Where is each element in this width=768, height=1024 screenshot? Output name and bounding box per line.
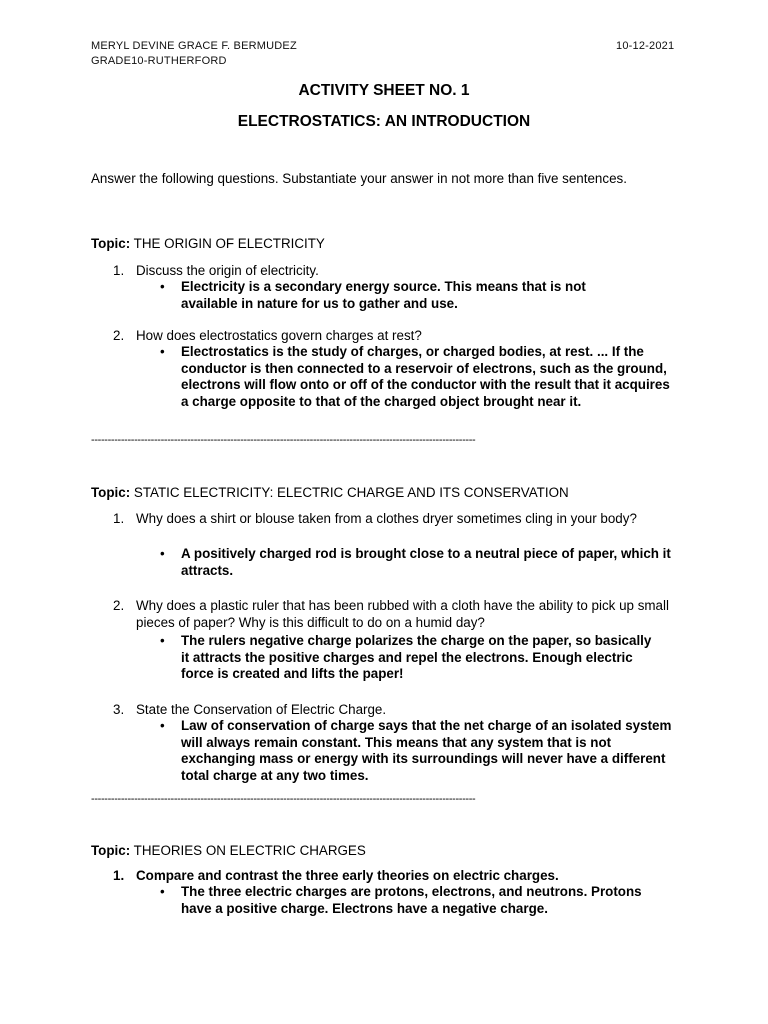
page-subtitle: ELECTROSTATICS: AN INTRODUCTION <box>237 113 531 130</box>
question-text: How does electrostatics govern charges at rest? <box>136 328 422 343</box>
instructions: Answer the following questions. Substantiate your answer in not more than five sentences. <box>91 171 627 186</box>
question-text: Why does a shirt or blouse taken from a clothes dryer sometimes cling in your body? <box>136 511 637 526</box>
bullet-icon: • <box>160 344 165 359</box>
question-text: State the Conservation of Electric Charge. <box>136 702 387 717</box>
sheet-date: 10-12-2021 <box>616 40 675 52</box>
question-number: 1. <box>113 511 125 526</box>
topic-label: Topic: <box>91 485 131 500</box>
answer-text: A positively charged rod is brought close to a neutral piece of paper, which it attracts. <box>181 546 671 578</box>
question-number: 2. <box>113 328 125 343</box>
topic-label: Topic: <box>91 236 131 251</box>
topic-name: STATIC ELECTRICITY: ELECTRIC CHARGE AND ITS CONSERVATION <box>133 485 569 500</box>
question-number: 2. <box>113 598 125 613</box>
topic-name: THEORIES ON ELECTRIC CHARGES <box>133 843 366 858</box>
bullet-icon: • <box>160 884 165 899</box>
topic-heading <box>91 236 325 251</box>
question-number: 1. <box>113 868 125 883</box>
answer-text: Electrostatics is the study of charges, or charged bodies, at rest. ... If the conductor is then connected to a reservoir of electrons, such as the ground, electrons will flow onto or off of the conductor with the result that it acquires a charge opposite to that of the charged object brought near it. <box>181 344 670 410</box>
question-number: 3. <box>113 702 125 717</box>
question-text: Why does a plastic ruler that has been rubbed with a cloth have the ability to pick up small pieces of paper? Why is this difficult to do on a humid day? <box>136 598 669 630</box>
topic-heading <box>91 843 366 858</box>
topic-heading <box>91 485 569 500</box>
bullet-icon: • <box>160 718 165 733</box>
student-name: MERYL DEVINE GRACE F. BERMUDEZ <box>91 40 297 52</box>
bullet-icon: • <box>160 633 165 648</box>
topic-name: THE ORIGIN OF ELECTRICITY <box>133 236 325 251</box>
student-section: GRADE10-RUTHERFORD <box>91 55 227 67</box>
section-divider: -------------------------------------------------------------------------------------------------------------------- <box>91 434 476 446</box>
question-number: 1. <box>113 263 125 278</box>
answer-text: Electricity is a secondary energy source. This means that is not available in nature for us to gather and use. <box>181 279 586 311</box>
answer-text: Law of conservation of charge says that the net charge of an isolated system will always remain constant. This means that any system that is not exchanging mass or energy with its surroundings will never have a different total charge at any two times. <box>181 718 672 784</box>
topic-label: Topic: <box>91 843 131 858</box>
answer-text: The three electric charges are protons, electrons, and neutrons. Protons have a positive charge. Electrons have a negative charge. <box>181 884 642 916</box>
question-text: Compare and contrast the three early theories on electric charges. <box>136 868 559 883</box>
bullet-icon: • <box>160 279 165 294</box>
question-text: Discuss the origin of electricity. <box>136 263 319 278</box>
section-divider: -------------------------------------------------------------------------------------------------------------------- <box>91 793 476 805</box>
answer-text: The rulers negative charge polarizes the charge on the paper, so basically it attracts the positive charges and repel the electrons. Enough electric force is created and lifts the paper! <box>181 633 652 682</box>
bullet-icon: • <box>160 546 165 561</box>
page-title: ACTIVITY SHEET NO. 1 <box>298 82 470 99</box>
